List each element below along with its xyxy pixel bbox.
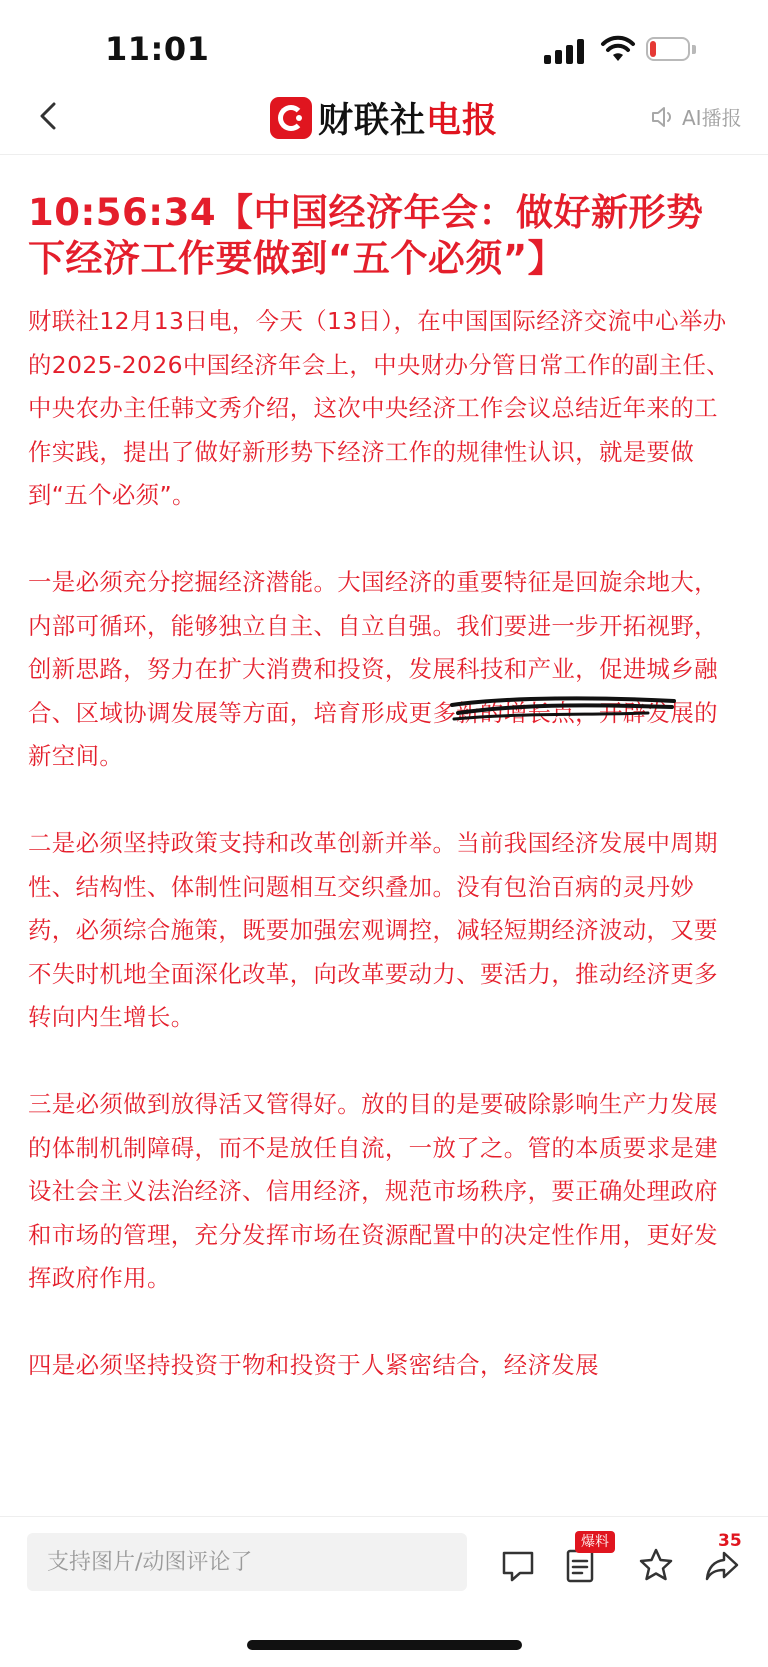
wifi-icon [600, 34, 636, 64]
ai-broadcast-label: AI播报 [682, 106, 742, 130]
share-count: 35 [718, 1531, 742, 1551]
report-badge: 爆料 [575, 1531, 615, 1553]
star-icon[interactable] [636, 1545, 676, 1585]
back-icon[interactable] [30, 96, 70, 136]
cellular-signal-icon [544, 38, 586, 64]
article [28, 190, 740, 1388]
battery-icon [646, 37, 698, 63]
home-indicator [247, 1640, 522, 1650]
comment-input[interactable] [27, 1533, 467, 1591]
ai-broadcast-button[interactable] [648, 102, 742, 131]
article-paragraph: 四是必须坚持投资于物和投资于人紧密结合，经济发展 [28, 1351, 599, 1379]
article-paragraph: 二是必须坚持政策支持和改革创新并举。当前我国经济发展中周期性、结构性、体制性问题相互交织叠加。没有包治百病的灵丹妙药，必须综合施策，既要加强宏观调控，减轻短期经济波动，又要不失时机地全面深化改革，向改革要动力、要活力，推动经济更多转向内生增长。 [28, 829, 718, 1031]
comment-icon[interactable] [498, 1545, 538, 1585]
article-paragraph: 三是必须做到放得活又管得好。放的目的是要破除影响生产力发展的体制机制障碍，而不是放任自流，一放了之。管的本质要求是建设社会主义法治经济、信用经济，规范市场秩序，要正确处理政府和市场的管理，充分发挥市场在资源配置中的决定性作用，更好发挥政府作用。 [28, 1090, 718, 1292]
speaker-icon [648, 103, 676, 131]
article-headline: 10:56:34【中国经济年会：做好新形势下经济工作要做到“五个必须”】 [28, 191, 704, 280]
logo-name: 财联社 [318, 101, 427, 141]
article-paragraph: 一是必须充分挖掘经济潜能。大国经济的重要特征是回旋余地大，内部可循环，能够独立自主、自立自强。我们要进一步开拓视野，创新思路，努力在扩大消费和投资，发展科技和产业，促进城乡融合、区域协调发展等方面，培育形成更多新的增长点，开辟发展的新空间。 [28, 568, 718, 770]
logo-c-icon [270, 97, 312, 139]
status-bar [0, 0, 768, 90]
article-paragraph: 财联社12月13日电，今天（13日），在中国国际经济交流中心举办的2025-2026中国经济年会上，中央财办分管日常工作的副主任、中央农办主任韩文秀介绍，这次中央经济工作会议总结近年来的工作实践，提出了做好新形势下经济工作的规律性认识，就是要做到“五个必须”。 [28, 307, 731, 509]
app-logo [270, 94, 498, 142]
logo-sub: 电报 [426, 101, 499, 141]
share-icon[interactable] [702, 1545, 742, 1585]
status-time: 11:01 [105, 30, 210, 68]
nav-bar [0, 82, 768, 155]
